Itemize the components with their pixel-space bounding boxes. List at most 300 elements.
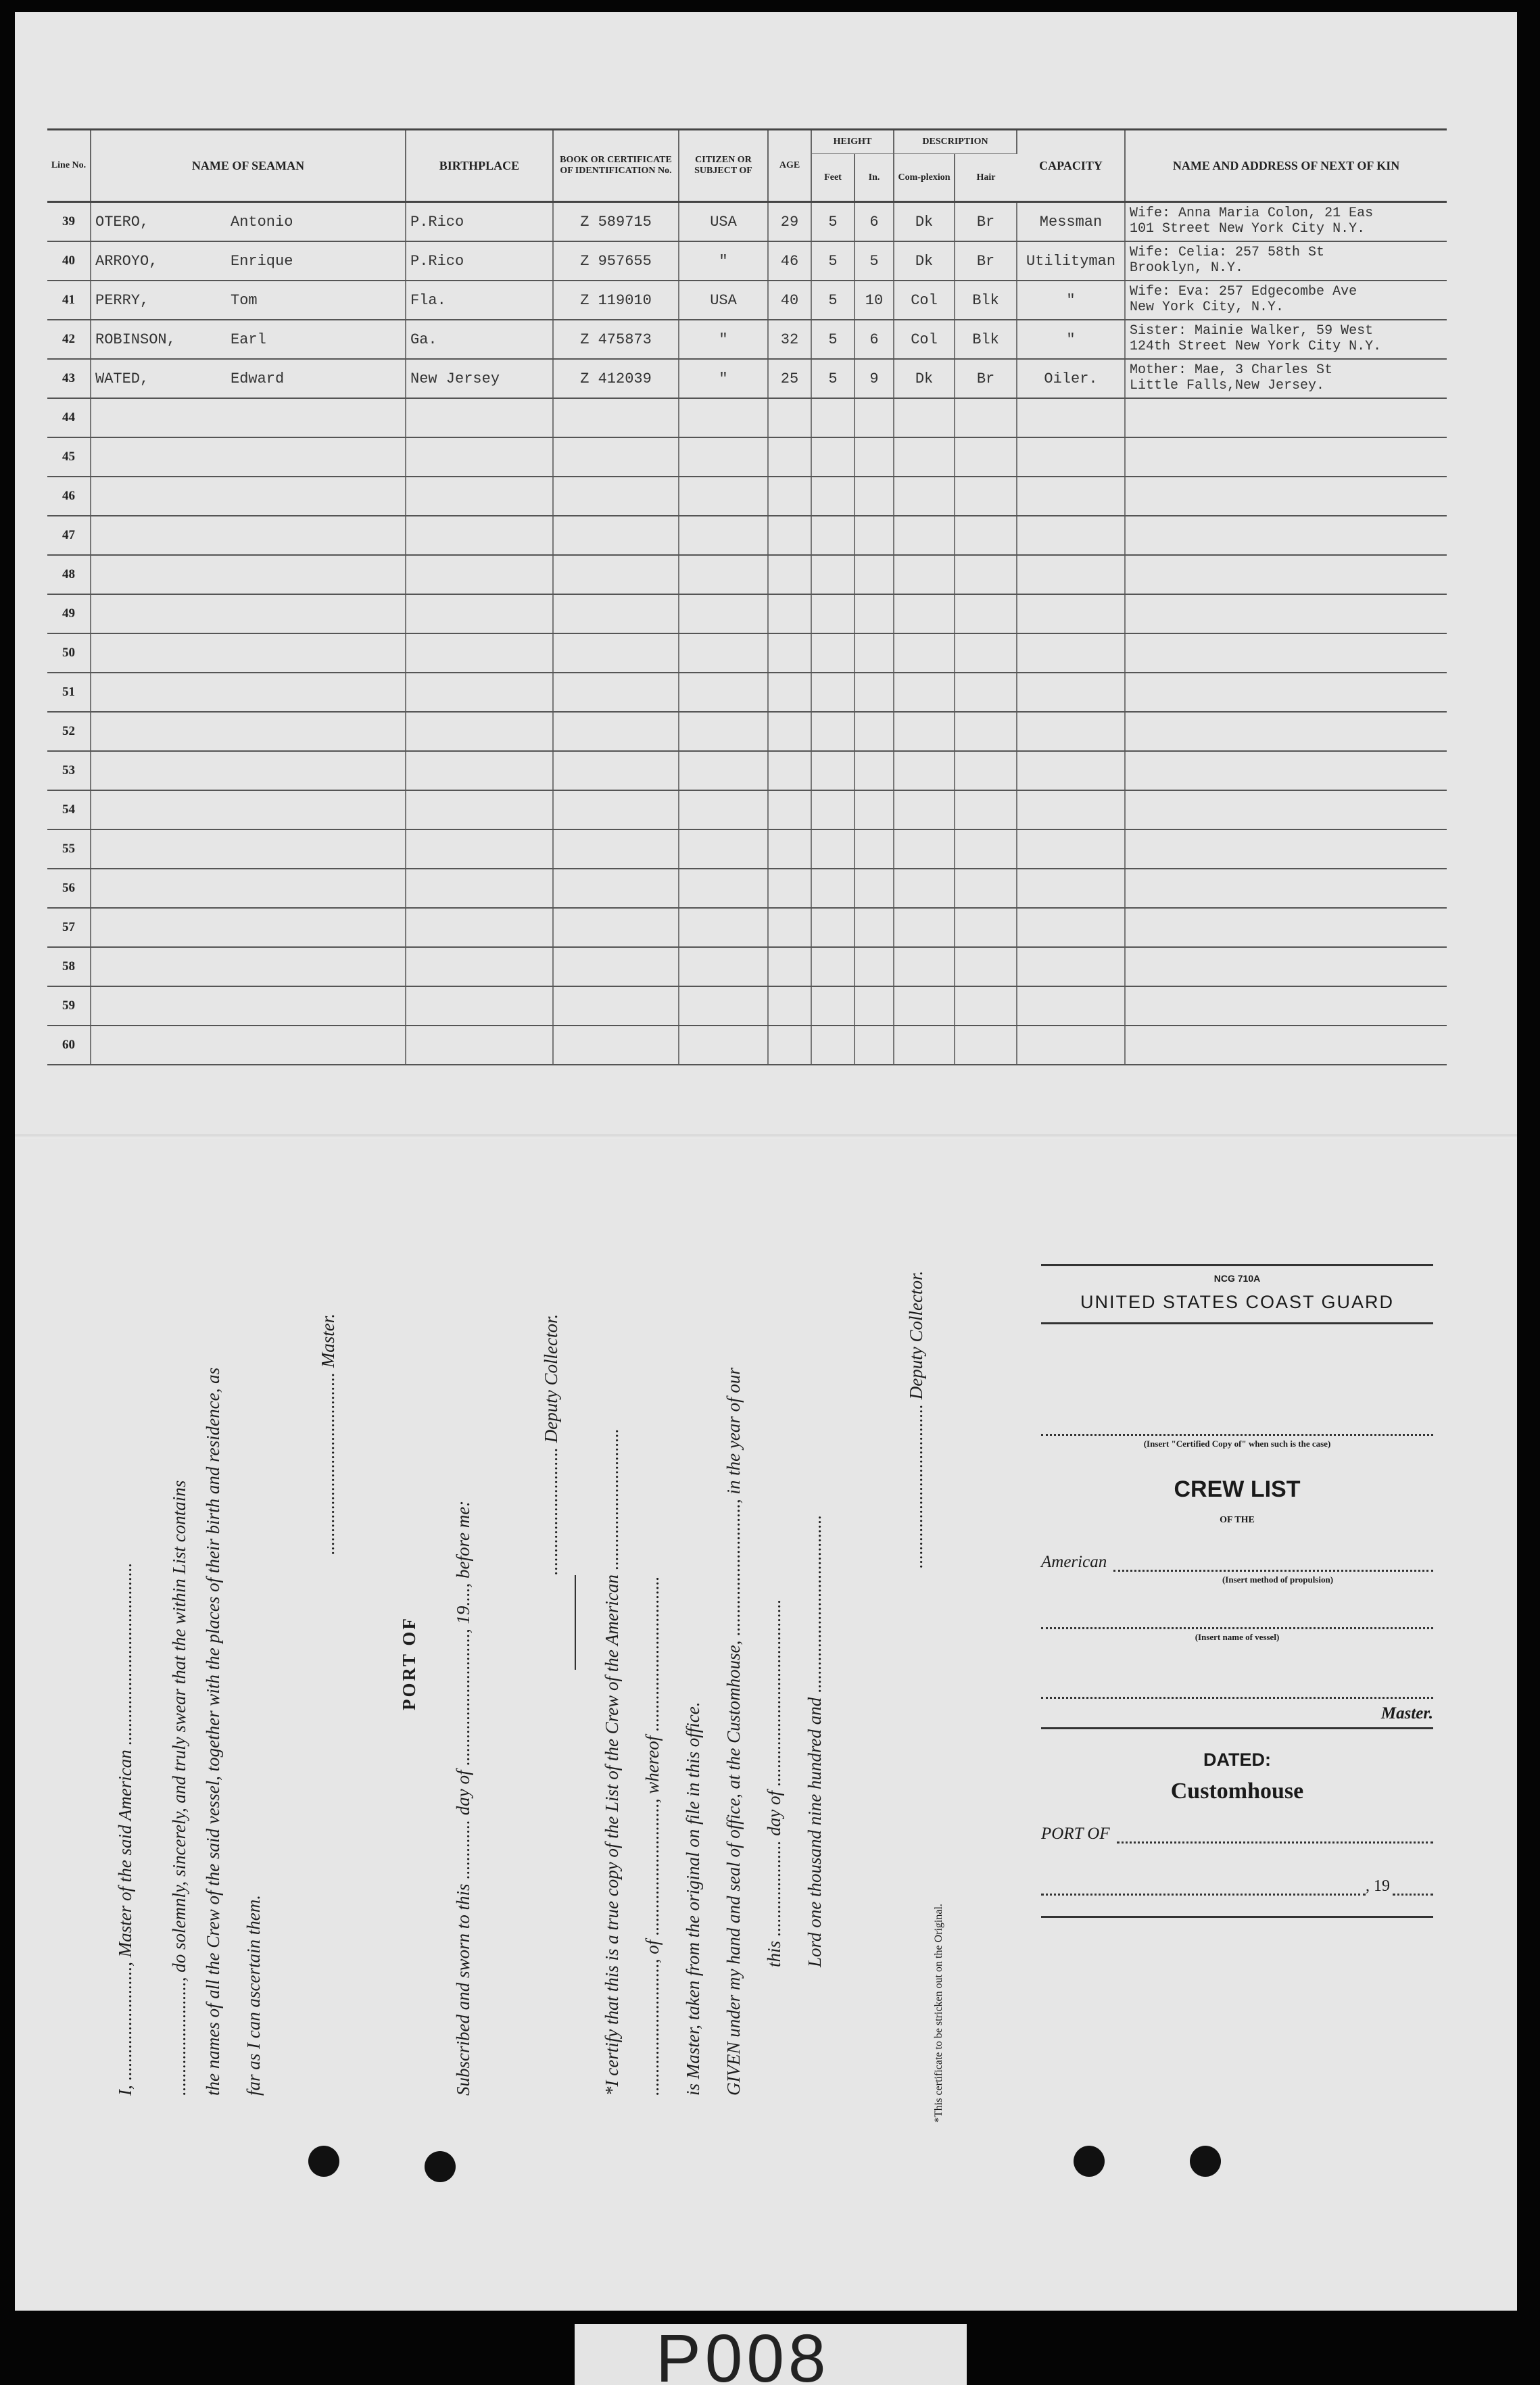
given-line: GIVEN under my hand and seal of office, at the Customhouse, ............................., in the year of our — [723, 1368, 744, 2096]
hair-cell — [955, 751, 1017, 790]
seaman-name-cell — [91, 516, 406, 555]
complexion-cell — [894, 398, 955, 437]
oath-subscribed: Subscribed and sworn to this ............. day of ............................., 19...., before me: — [453, 1500, 473, 2096]
birthplace-cell — [406, 477, 553, 516]
line-no-cell: 49 — [47, 594, 91, 633]
hair-cell — [955, 594, 1017, 633]
hair-cell — [955, 829, 1017, 869]
header-age: AGE — [768, 130, 811, 202]
certified-copy-caption: (Insert "Certified Copy of" when such is the case) — [1143, 1439, 1331, 1449]
line-no-cell: 51 — [47, 673, 91, 712]
kin-line-1: Sister: Mainie Walker, 59 West — [1130, 323, 1374, 339]
line-no-cell: 59 — [47, 986, 91, 1026]
age-cell — [768, 829, 811, 869]
birthplace-cell — [406, 673, 553, 712]
citizen-cell — [679, 477, 768, 516]
hair-cell: Br — [955, 202, 1017, 242]
citizen-cell — [679, 869, 768, 908]
inches-cell — [855, 986, 894, 1026]
divider-line — [575, 1575, 576, 1670]
hair-cell — [955, 633, 1017, 673]
table-row — [47, 986, 1447, 1026]
feet-cell — [811, 673, 855, 712]
age-cell: 40 — [768, 281, 811, 320]
seaman-name-cell — [91, 320, 406, 359]
capacity-cell — [1017, 986, 1125, 1026]
oath-block — [115, 1176, 1142, 2096]
hair-cell — [955, 555, 1017, 594]
vessel-name-field[interactable] — [1041, 1612, 1433, 1629]
citizen-cell — [679, 986, 768, 1026]
seaman-name-cell — [91, 947, 406, 986]
complexion-cell — [894, 516, 955, 555]
complexion-cell — [894, 829, 955, 869]
birthplace-cell — [406, 516, 553, 555]
age-cell — [768, 555, 811, 594]
line-no-cell: 58 — [47, 947, 91, 986]
oath-port-of: PORT OF — [399, 1616, 419, 1710]
book-no-cell — [553, 437, 679, 477]
inches-cell: 10 — [855, 281, 894, 320]
table-row — [47, 908, 1447, 947]
next-of-kin-cell — [1125, 712, 1447, 751]
age-cell — [768, 908, 811, 947]
birthplace-cell — [406, 398, 553, 437]
table-row — [47, 398, 1447, 437]
complexion-cell — [894, 594, 955, 633]
feet-cell: 5 — [811, 241, 855, 281]
birthplace-cell — [406, 594, 553, 633]
top-rule — [1041, 1264, 1433, 1266]
surname: ROBINSON, — [95, 331, 176, 348]
birthplace-cell — [406, 712, 553, 751]
seaman-name-cell — [91, 751, 406, 790]
header-line-no: Line No. — [47, 130, 91, 202]
line-no-cell: 56 — [47, 869, 91, 908]
vessel-name-caption: (Insert name of vessel) — [1195, 1632, 1280, 1642]
rule-2 — [1041, 1322, 1433, 1324]
table-row — [47, 947, 1447, 986]
seaman-name-cell — [91, 673, 406, 712]
inches-cell: 9 — [855, 359, 894, 398]
next-of-kin-cell — [1125, 359, 1447, 398]
citizen-cell — [679, 908, 768, 947]
hair-cell: Br — [955, 241, 1017, 281]
book-no-cell: Z 957655 — [553, 241, 679, 281]
seaman-name-cell — [91, 437, 406, 477]
birthplace-cell: New Jersey — [406, 359, 553, 398]
inches-cell — [855, 829, 894, 869]
book-no-cell — [553, 555, 679, 594]
citizen-cell — [679, 751, 768, 790]
capacity-cell — [1017, 516, 1125, 555]
inches-cell: 5 — [855, 241, 894, 281]
complexion-cell — [894, 947, 955, 986]
hair-cell — [955, 437, 1017, 477]
footnote: *This certificate to be stricken out on the Original. — [933, 1904, 944, 2123]
birthplace-cell — [406, 869, 553, 908]
hair-cell — [955, 1026, 1017, 1065]
complexion-cell — [894, 1026, 955, 1065]
table-row — [47, 516, 1447, 555]
capacity-cell — [1017, 829, 1125, 869]
birthplace-cell — [406, 986, 553, 1026]
certify-line-1: *I certify that this is a true copy of the List of the Crew of the American ............................... — [602, 1428, 622, 2096]
header-name: NAME OF SEAMAN — [91, 130, 406, 202]
age-cell — [768, 477, 811, 516]
age-cell — [768, 947, 811, 986]
complexion-cell: Dk — [894, 359, 955, 398]
oath-line-1: I, ........................., Master of the said American ........................................ — [115, 1562, 135, 2096]
next-of-kin-cell — [1125, 555, 1447, 594]
this-day-line: this ..................... day of ......................................... — [764, 1599, 784, 1967]
book-no-cell — [553, 947, 679, 986]
book-no-cell — [553, 751, 679, 790]
line-no-cell: 42 — [47, 320, 91, 359]
next-of-kin-cell — [1125, 594, 1447, 633]
feet-cell — [811, 477, 855, 516]
given-name: Edward — [231, 370, 285, 387]
master-field[interactable] — [1041, 1682, 1433, 1699]
birthplace-cell: Fla. — [406, 281, 553, 320]
birthplace-cell: P.Rico — [406, 202, 553, 242]
feet-cell — [811, 829, 855, 869]
complexion-cell — [894, 908, 955, 947]
inches-cell — [855, 477, 894, 516]
kin-line-1: Wife: Eva: 257 Edgecombe Ave — [1130, 284, 1357, 299]
hair-cell: Blk — [955, 320, 1017, 359]
inches-cell — [855, 437, 894, 477]
book-no-cell — [553, 633, 679, 673]
seaman-name-cell — [91, 281, 406, 320]
capacity-cell: Utilityman — [1017, 241, 1125, 281]
oath-deputy-collector: ............................ Deputy Collector. — [541, 1314, 561, 1575]
inches-cell — [855, 398, 894, 437]
birthplace-cell — [406, 908, 553, 947]
age-cell — [768, 869, 811, 908]
age-cell: 29 — [768, 202, 811, 242]
next-of-kin-cell — [1125, 908, 1447, 947]
capacity-cell — [1017, 712, 1125, 751]
header-capacity: CAPACITY — [1017, 130, 1125, 202]
surname: ARROYO, — [95, 252, 158, 270]
cover-panel — [1041, 1264, 1433, 1925]
next-of-kin-cell — [1125, 398, 1447, 437]
kin-line-1: Mother: Mae, 3 Charles St — [1130, 362, 1333, 378]
inches-cell — [855, 673, 894, 712]
seaman-name-cell — [91, 712, 406, 751]
capacity-cell — [1017, 908, 1125, 947]
feet-cell — [811, 908, 855, 947]
line-no-cell: 41 — [47, 281, 91, 320]
complexion-cell — [894, 477, 955, 516]
line-no-cell: 46 — [47, 477, 91, 516]
deputy-collector-2: .................................... Deputy Collector. — [906, 1270, 926, 1568]
hair-cell — [955, 516, 1017, 555]
next-of-kin-cell — [1125, 751, 1447, 790]
complexion-cell — [894, 869, 955, 908]
hair-cell — [955, 947, 1017, 986]
port-field[interactable] — [1117, 1827, 1433, 1844]
book-no-cell: Z 475873 — [553, 320, 679, 359]
kin-line-2: Brooklyn, N.Y. — [1130, 260, 1244, 276]
line-no-cell: 43 — [47, 359, 91, 398]
form-number: NCG 710A — [1213, 1273, 1261, 1284]
seaman-name-cell — [91, 555, 406, 594]
next-of-kin-cell — [1125, 986, 1447, 1026]
port-of-label: PORT OF — [1041, 1825, 1110, 1843]
header-hair: Hair — [955, 154, 1017, 202]
citizen-cell: " — [679, 320, 768, 359]
book-no-cell — [553, 790, 679, 829]
seaman-name-cell — [91, 202, 406, 242]
citizen-cell — [679, 398, 768, 437]
certified-copy-field[interactable] — [1041, 1419, 1433, 1436]
age-cell — [768, 1026, 811, 1065]
next-of-kin-cell — [1125, 673, 1447, 712]
seaman-name-cell — [91, 908, 406, 947]
book-no-cell: Z 589715 — [553, 202, 679, 242]
kin-line-1: Wife: Anna Maria Colon, 21 Eas — [1130, 206, 1374, 221]
year-field[interactable] — [1393, 1879, 1433, 1896]
next-of-kin-cell — [1125, 241, 1447, 281]
next-of-kin-cell — [1125, 947, 1447, 986]
given-name: Antonio — [231, 213, 293, 231]
line-no-cell: 50 — [47, 633, 91, 673]
surname: OTERO, — [95, 213, 149, 231]
complexion-cell — [894, 986, 955, 1026]
bottom-rule — [1041, 1916, 1433, 1918]
complexion-cell: Col — [894, 281, 955, 320]
citizen-cell — [679, 947, 768, 986]
table-row — [47, 712, 1447, 751]
inches-cell — [855, 908, 894, 947]
line-no-cell: 48 — [47, 555, 91, 594]
seaman-name-cell — [91, 241, 406, 281]
book-no-cell — [553, 673, 679, 712]
punch-hole — [308, 2146, 339, 2177]
capacity-cell — [1017, 437, 1125, 477]
feet-cell: 5 — [811, 281, 855, 320]
complexion-cell — [894, 751, 955, 790]
certify-line-2: ............................., of ............................., whereof .................................. — [642, 1576, 663, 2096]
hair-cell — [955, 712, 1017, 751]
complexion-cell — [894, 437, 955, 477]
inches-cell — [855, 947, 894, 986]
age-cell: 25 — [768, 359, 811, 398]
table-row — [47, 437, 1447, 477]
next-of-kin-cell — [1125, 477, 1447, 516]
feet-cell — [811, 947, 855, 986]
table-row — [47, 869, 1447, 908]
capacity-cell — [1017, 1026, 1125, 1065]
next-of-kin-cell — [1125, 281, 1447, 320]
feet-cell — [811, 869, 855, 908]
citizen-cell — [679, 829, 768, 869]
capacity-cell — [1017, 869, 1125, 908]
capacity-cell: Oiler. — [1017, 359, 1125, 398]
line-no-cell: 52 — [47, 712, 91, 751]
book-no-cell — [553, 398, 679, 437]
age-cell — [768, 751, 811, 790]
birthplace-cell — [406, 751, 553, 790]
complexion-cell — [894, 633, 955, 673]
inches-cell — [855, 516, 894, 555]
propulsion-field[interactable] — [1113, 1555, 1433, 1572]
capacity-cell — [1017, 633, 1125, 673]
capacity-cell: " — [1017, 281, 1125, 320]
hair-cell: Blk — [955, 281, 1017, 320]
feet-cell — [811, 790, 855, 829]
table-row — [47, 633, 1447, 673]
given-name: Tom — [231, 291, 258, 309]
feet-cell — [811, 986, 855, 1026]
table-row — [47, 202, 1447, 242]
next-of-kin-cell — [1125, 1026, 1447, 1065]
book-no-cell — [553, 986, 679, 1026]
date-field[interactable] — [1041, 1879, 1366, 1896]
next-of-kin-cell — [1125, 437, 1447, 477]
inches-cell — [855, 633, 894, 673]
capacity-cell — [1017, 673, 1125, 712]
birthplace-cell: Ga. — [406, 320, 553, 359]
birthplace-cell: P.Rico — [406, 241, 553, 281]
american-label: American — [1041, 1553, 1107, 1571]
birthplace-cell — [406, 1026, 553, 1065]
given-name: Enrique — [231, 252, 293, 270]
next-of-kin-cell — [1125, 202, 1447, 242]
age-cell — [768, 712, 811, 751]
table-row — [47, 829, 1447, 869]
capacity-cell — [1017, 398, 1125, 437]
book-no-cell — [553, 908, 679, 947]
surname: PERRY, — [95, 291, 149, 309]
archive-stamp-text: P008 — [656, 2324, 830, 2385]
next-of-kin-cell — [1125, 320, 1447, 359]
feet-cell — [811, 398, 855, 437]
table-row — [47, 241, 1447, 281]
line-no-cell: 53 — [47, 751, 91, 790]
book-no-cell: Z 412039 — [553, 359, 679, 398]
hair-cell — [955, 869, 1017, 908]
table-row — [47, 281, 1447, 320]
inches-cell: 6 — [855, 202, 894, 242]
line-no-cell: 54 — [47, 790, 91, 829]
age-cell — [768, 790, 811, 829]
line-no-cell: 55 — [47, 829, 91, 869]
of-the-label: OF THE — [1220, 1515, 1255, 1525]
line-no-cell: 40 — [47, 241, 91, 281]
inches-cell — [855, 1026, 894, 1065]
master-label: Master. — [1380, 1704, 1433, 1722]
age-cell — [768, 986, 811, 1026]
age-cell — [768, 437, 811, 477]
seaman-name-cell — [91, 594, 406, 633]
inches-cell — [855, 555, 894, 594]
hair-cell: Br — [955, 359, 1017, 398]
book-no-cell — [553, 477, 679, 516]
line-no-cell: 39 — [47, 202, 91, 242]
seaman-name-cell — [91, 398, 406, 437]
dated-label: DATED: — [1203, 1750, 1271, 1770]
table-row — [47, 359, 1447, 398]
seaman-name-cell — [91, 477, 406, 516]
inches-cell — [855, 751, 894, 790]
archive-stamp — [575, 2324, 967, 2385]
propulsion-caption: (Insert method of propulsion) — [1222, 1574, 1334, 1585]
capacity-cell — [1017, 594, 1125, 633]
oath-master-signature: ........................................ Master. — [318, 1314, 338, 1555]
feet-cell — [811, 437, 855, 477]
capacity-cell: Messman — [1017, 202, 1125, 242]
header-kin: NAME AND ADDRESS OF NEXT OF KIN — [1125, 130, 1447, 202]
feet-cell: 5 — [811, 202, 855, 242]
seaman-name-cell — [91, 986, 406, 1026]
next-of-kin-cell — [1125, 869, 1447, 908]
line-no-cell: 44 — [47, 398, 91, 437]
book-no-cell — [553, 516, 679, 555]
kin-line-1: Wife: Celia: 257 58th St — [1130, 245, 1325, 260]
birthplace-cell — [406, 633, 553, 673]
hair-cell — [955, 398, 1017, 437]
book-no-cell: Z 119010 — [553, 281, 679, 320]
crew-list-title: CREW LIST — [1174, 1476, 1301, 1502]
birthplace-cell — [406, 790, 553, 829]
punch-hole — [1190, 2146, 1221, 2177]
capacity-cell — [1017, 555, 1125, 594]
feet-cell — [811, 751, 855, 790]
citizen-cell — [679, 633, 768, 673]
hair-cell — [955, 986, 1017, 1026]
feet-cell — [811, 594, 855, 633]
header-book: BOOK OR CERTIFICATE OF IDENTIFICATION No. — [553, 130, 679, 202]
header-height: HEIGHT — [811, 130, 894, 154]
header-citizen: CITIZEN OR SUBJECT OF — [679, 130, 768, 202]
seaman-name-cell — [91, 359, 406, 398]
capacity-cell — [1017, 477, 1125, 516]
feet-cell — [811, 633, 855, 673]
header-inches: In. — [855, 154, 894, 202]
complexion-cell — [894, 790, 955, 829]
inches-cell — [855, 790, 894, 829]
line-no-cell: 45 — [47, 437, 91, 477]
capacity-cell — [1017, 790, 1125, 829]
age-cell — [768, 398, 811, 437]
citizen-cell: " — [679, 241, 768, 281]
punch-hole — [425, 2151, 456, 2182]
certify-line-3: is Master, taken from the original on file in this office. — [683, 1702, 703, 2096]
citizen-cell — [679, 516, 768, 555]
oath-line-3: the names of all the Crew of the said vessel, together with the places of their birth and residence, as — [203, 1367, 223, 2096]
age-cell — [768, 594, 811, 633]
table-row — [47, 673, 1447, 712]
kin-line-2: New York City, N.Y. — [1130, 299, 1284, 315]
citizen-cell: USA — [679, 281, 768, 320]
table-row — [47, 1026, 1447, 1065]
punch-hole — [1074, 2146, 1105, 2177]
rule-3 — [1041, 1727, 1433, 1729]
birthplace-cell — [406, 555, 553, 594]
feet-cell — [811, 516, 855, 555]
seaman-name-cell — [91, 633, 406, 673]
complexion-cell: Dk — [894, 241, 955, 281]
birthplace-cell — [406, 947, 553, 986]
age-cell: 46 — [768, 241, 811, 281]
citizen-cell — [679, 790, 768, 829]
feet-cell: 5 — [811, 359, 855, 398]
inches-cell — [855, 594, 894, 633]
header-feet: Feet — [811, 154, 855, 202]
